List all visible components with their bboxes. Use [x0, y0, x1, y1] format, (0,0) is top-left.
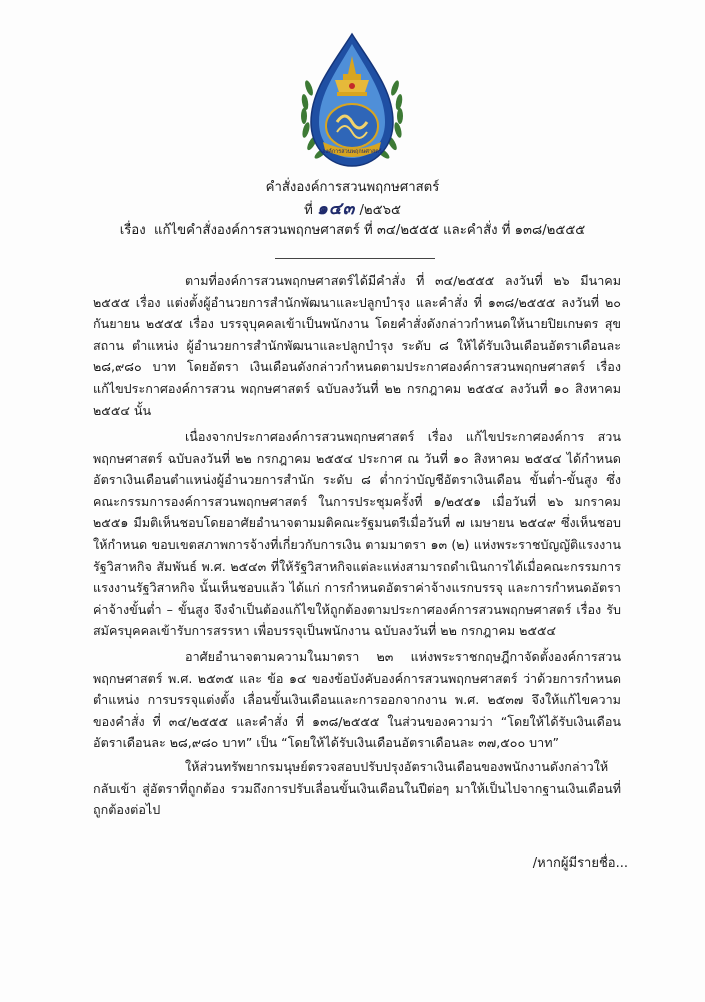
order-year: /๒๕๖๕	[359, 203, 401, 218]
org-title: คำสั่งองค์การสวนพฤกษศาสตร์	[265, 180, 440, 195]
continuation-note: /หากผู้มีรายชื่อ...	[532, 856, 628, 871]
paragraph-instruction: ให้ส่วนทรัพยากรมนุษย์ตรวจสอบปรับปรุงอัตราเงินเดือนของพนักงานดังกล่าวให้กลับเข้า สู่อัตราที่ถูกต้อง รวมถึงการปรับเลื่อนขั้นเงินเดือนในปีต่อๆ มาให้เป็นไปจากฐานเงินเดือนที่ถูกต้องต่อไป	[93, 759, 621, 818]
order-number-line	[0, 200, 705, 220]
subject-label: เรื่อง	[119, 223, 146, 238]
paragraph-authority: อาศัยอำนาจตามความในมาตรา ๒๓ แห่งพระราชกฤษฎีกาจัดตั้งองค์การสวน พฤกษศาสตร์ พ.ศ. ๒๕๓๕ และ ข้อ ๑๔ ของข้อบังคับองค์การสวนพฤกษศาสตร์ ว่าด้วยการกำหนด ตำแหน่ง การบรรจุแต่งตั้ง เลื่อนขั้นเงินเดือนและการออกจากงาน พ.ศ. ๒๕๓๗ จึงให้แก้ไขความของคำสั่ง ที่ ๓๔/๒๕๕๕ และคำสั่ง ที่ ๑๓๘/๒๕๕๕ ในส่วนของความว่า “โดยให้ได้รับเงินเดือนอัตราเดือนละ ๒๘,๙๘๐ บาท” เป็น “โดยให้ได้รับเงินเดือนอัตราเดือนละ ๓๗,๕๐๐ บาท”	[93, 649, 621, 751]
header-divider	[275, 258, 435, 259]
paragraph-background: ตามที่องค์การสวนพฤกษศาสตร์ได้มีคำสั่ง ที่ ๓๔/๒๕๕๕ ลงวันที่ ๒๖ มีนาคม ๒๕๕๕ เรื่อง แต่งตั้งผู้อำนวยการสำนักพัฒนาและปลูกบำรุง และคำสั่ง ที่ ๑๓๘/๒๕๕๕ ลงวันที่ ๒๐ กันยายน ๒๕๕๕ เรื่อง บรรจุบุคคลเข้าเป็นพนักงาน โดยคำสั่งดังกล่าวกำหนดให้นายปิยเกษตร สุขสถาน ตำแหน่ง ผู้อำนวยการสำนักพัฒนาและปลูกบำรุง ระดับ ๘ ให้ได้รับเงินเดือนอัตราเดือนละ ๒๘,๙๘๐ บาท โดยอัตรา เงินเดือนดังกล่าวกำหนดตามประกาศองค์การสวนพฤกษศาสตร์ เรื่อง แก้ไขประกาศองค์การสวน พฤกษศาสตร์ ฉบับลงวันที่ ๒๒ กรกฎาคม ๒๕๕๔ ลงวันที่ ๑๐ สิงหาคม ๒๕๕๔ นั้น	[93, 273, 621, 418]
botanical-garden-seal-logo	[293, 30, 411, 176]
order-prefix: ที่	[304, 203, 313, 218]
logo-seal-text: องค์การสวนพฤกษศาสตร์	[322, 149, 382, 155]
subject-text: แก้ไขคำสั่งองค์การสวนพฤกษศาสตร์ ที่ ๓๔/๒๕๕๕ และคำสั่ง ที่ ๑๓๘/๒๕๕๕	[154, 223, 586, 238]
subject-line	[0, 222, 705, 240]
order-number: ๑๔๓	[316, 199, 356, 219]
paragraph-reason: เนื่องจากประกาศองค์การสวนพฤกษศาสตร์ เรื่อง แก้ไขประกาศองค์การ สวนพฤกษศาสตร์ ฉบับลงวันที่ ๒๒ กรกฎาคม ๒๕๕๔ ประกาศ ณ วันที่ ๑๐ สิงหาคม ๒๕๕๔ ได้กำหนด อัตราเงินเดือนตำแหน่งผู้อำนวยการสำนัก ระดับ ๘ ต่ำกว่าบัญชีอัตราเงินเดือน ขั้นต่ำ-ขั้นสูง ซึ่งคณะกรรมการองค์การสวนพฤกษศาสตร์ ในการประชุมครั้งที่ ๑/๒๕๕๑ เมื่อวันที่ ๒๖ มกราคม ๒๕๕๑ มีมติเห็นชอบโดยอาศัยอำนาจตามมติคณะรัฐมนตรีเมื่อวันที่ ๗ เมษายน ๒๕๔๙ ซึ่งเห็นชอบให้กำหนด ขอบเขตสภาพการจ้างที่เกี่ยวกับการเงิน ตามมาตรา ๑๓ (๒) แห่งพระราชบัญญัติแรงงานรัฐวิสาหกิจ สัมพันธ์ พ.ศ. ๒๕๔๓ ที่ให้รัฐวิสาหกิจแต่ละแห่งสามารถดำเนินการได้เมื่อคณะกรรมการแรงงานรัฐวิสาหกิจ นั้นเห็นชอบแล้ว ได้แก่ การกำหนดอัตราค่าจ้างแรกบรรจุ และการกำหนดอัตราค่าจ้างขั้นต่ำ – ขั้นสูง จึงจำเป็นต้องแก้ไขให้ถูกต้องตามประกาศองค์การสวนพฤกษศาสตร์ เรื่อง รับสมัครบุคคลเข้ารับการสรรหา เพื่อบรรจุเป็นพนักงาน ฉบับลงวันที่ ๒๒ กรกฎาคม ๒๕๕๔	[93, 429, 621, 639]
